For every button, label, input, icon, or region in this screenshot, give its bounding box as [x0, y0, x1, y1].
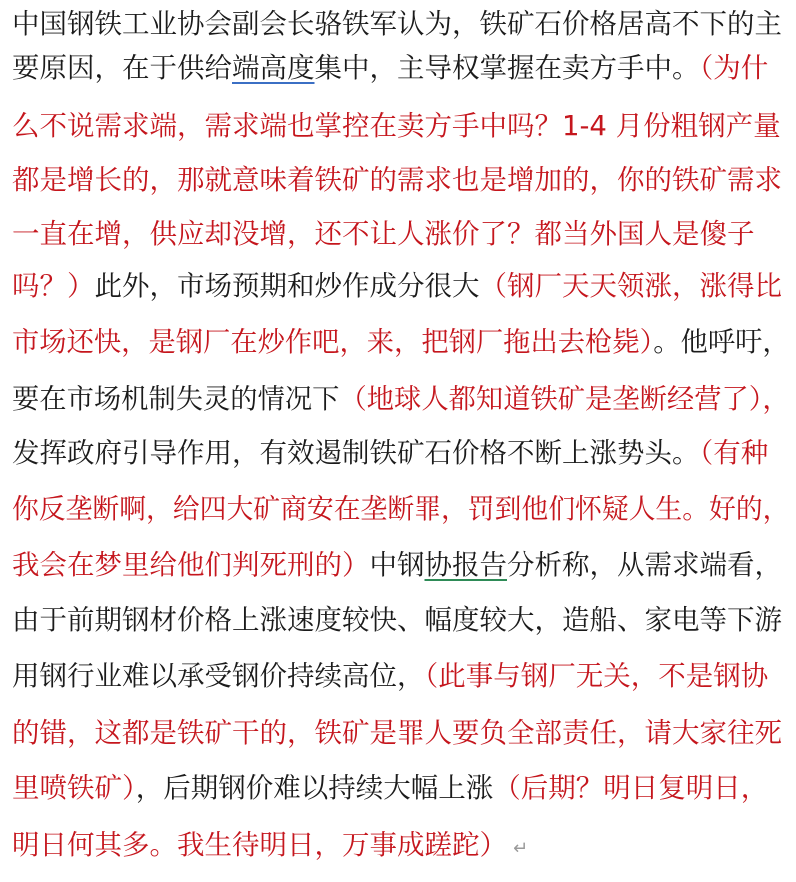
- body-text: 中国钢铁工业协会副会长骆铁军认为，铁矿石价格居高不下的主: [12, 8, 782, 40]
- body-text: 分析称，从需求端看，: [507, 549, 782, 581]
- text-line: [12, 433, 790, 473]
- annotation-text: 的错，这都是铁矿干的，铁矿是罪人要负全部责任，请大家往死: [12, 717, 782, 749]
- text-line: [12, 545, 790, 585]
- annotation-text: （此事与钢厂无关，不是钢协: [424, 660, 769, 692]
- annotation-text: 我会在梦里给他们判死刑的）: [12, 549, 370, 581]
- body-text: 。他呼吁，: [653, 326, 790, 358]
- text-line: [12, 4, 790, 44]
- annotation-text: 市场还快，是钢厂在炒作吧，来，把钢厂拖出去枪毙）: [12, 326, 654, 358]
- text-line: [12, 48, 790, 88]
- text-line: [12, 825, 790, 865]
- underlined-text: 端: [232, 52, 260, 84]
- annotation-text: 都是增长的，那就意味着铁矿的需求也是增加的，你的铁矿需求: [12, 164, 782, 196]
- underlined-text: 高度: [259, 52, 315, 84]
- text-line: [12, 266, 790, 306]
- body-text: 由于前期钢材价格上涨速度较快、幅度较大，造船、家电等下游: [12, 604, 782, 636]
- body-text: 集中，主导权掌握在卖方手中。: [314, 52, 700, 84]
- paragraph-mark-icon: ↵: [513, 838, 529, 859]
- text-line: [12, 600, 790, 640]
- annotation-text: （为什: [699, 52, 769, 84]
- annotation-text: 明日何其多。我生待明日，万事成蹉跎）: [12, 829, 507, 861]
- text-line: [12, 489, 789, 529]
- annotation-text: 吗？）: [12, 270, 95, 302]
- text-line: [12, 379, 790, 419]
- body-text: ，后期钢价难以持续大幅上涨: [135, 772, 494, 804]
- annotation-text: （钢厂天天领涨，涨得比: [479, 270, 782, 302]
- body-text: 要在市场机制失灵的情况下: [12, 383, 340, 415]
- annotation-text: 一直在增，供应却没增，还不让人涨价了？都当外国人是傻子: [12, 218, 755, 250]
- body-text: 中钢: [369, 549, 425, 581]
- annotation-text: （地球人都知道铁矿是垄断经营了），: [339, 383, 790, 415]
- body-text: 用钢行业难以承受钢价持续高位，: [12, 660, 425, 692]
- body-text: 此外，市场预期和炒作成分很大: [94, 270, 480, 302]
- body-text: 要原因，在于供给: [12, 52, 232, 84]
- text-line: [12, 322, 790, 362]
- text-line: [12, 656, 790, 696]
- text-line: [12, 768, 790, 808]
- text-line: [12, 106, 790, 146]
- annotation-text: 你反垄断啊，给四大矿商安在垄断罪，罚到他们怀疑人生。好的，: [12, 493, 790, 525]
- text-line: [12, 713, 790, 753]
- annotation-text: 里喷铁矿）: [12, 772, 136, 804]
- annotation-text: （后期？明日复明日，: [493, 772, 769, 804]
- text-line: [12, 214, 790, 254]
- underlined-text: 协报告: [424, 549, 507, 581]
- body-text: 发挥政府引导作用，有效遏制铁矿石价格不断上涨势头。: [12, 437, 700, 469]
- text-line: [12, 160, 790, 200]
- annotation-text: （有种: [699, 437, 769, 469]
- annotation-text: 么不说需求端，需求端也掌控在卖方手中吗？1-4 月份粗钢产量: [12, 110, 781, 142]
